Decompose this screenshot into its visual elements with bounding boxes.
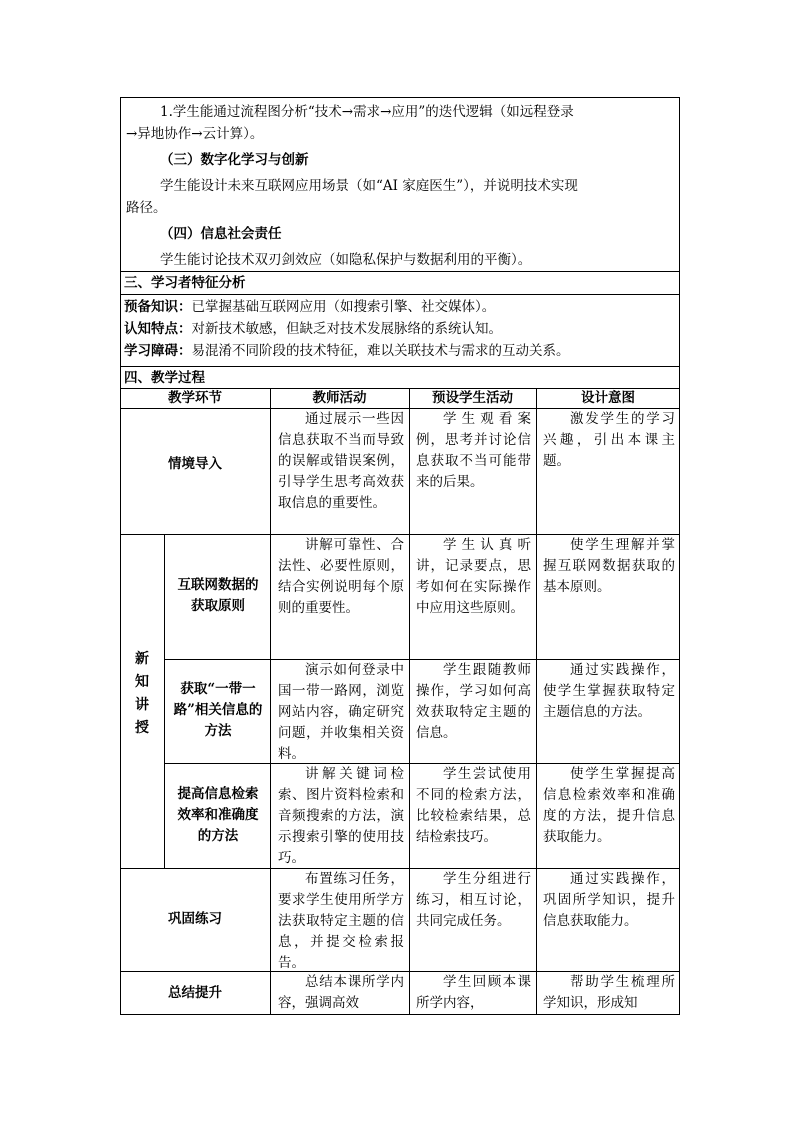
objective-item-1-line-1: 1.学生能通过流程图分析“技术→需求→应用”的迭代逻辑（如远程登录 [160,104,574,120]
obstacles-label: 学习障碍： [124,343,192,359]
stage-summary: 总结提升 [168,985,222,1001]
stage-situation-intro: 情境导入 [168,456,222,472]
document-page [120,97,680,1015]
column-line [409,388,410,1015]
learner-cognitive-traits [124,318,502,340]
section-heading-process: 四、教学过程 [124,370,205,386]
teacher-activity-3: 演示如何登录中国一带一路网，浏览网站内容，确定研究问题，并收集相关资料。 [278,662,404,762]
student-activity-4: 学生尝试使用不同的检索方法，比较检索结果，总结检索技巧。 [416,766,531,845]
group-label-new-knowledge: 新 知 讲 授 [135,651,149,736]
design-intent-5: 通过实践操作，巩固所学知识，提升信息获取能力。 [543,871,675,929]
student-activity-2: 学生认真听讲，记录要点，思考如何在实际操作中应用这些原则。 [416,537,531,616]
obstacles-text: 易混淆不同阶段的技术特征，难以关联技术与需求的互动关系。 [191,343,570,359]
objective-digital-learning-line-1: 学生能设计未来互联网应用场景（如“AI 家庭医生”），并说明技术实现 [160,178,578,194]
header-teacher: 教师活动 [312,390,367,406]
column-line [164,534,165,869]
section-heading-learner: 三、学习者特征分析 [124,275,246,291]
design-intent-6: 帮助学生梳理所学知识，形成知 [543,974,675,1011]
header-stage: 教学环节 [168,390,222,406]
design-intent-3: 通过实践操作，使学生掌握获取特定主题信息的方法。 [543,662,675,720]
teacher-activity-4: 讲解关键词检索、图片资料检索和音频搜索的方法，演示搜索引擎的使用技巧。 [278,766,404,866]
header-intent: 设计意图 [581,390,635,406]
cognitive-traits-label: 认知特点： [124,321,192,337]
objective-social-responsibility: 学生能讨论技术双刃剑效应（如隐私保护与数据利用的平衡）。 [160,252,532,268]
stage-belt-road-info: 获取“一带一路”相关信息的方法 [173,681,263,739]
student-activity-1: 学生观看案例，思考并讨论信息获取不当可能带来的后果。 [416,411,531,490]
prior-knowledge-text: 已掌握基础互联网应用（如搜索引擎、社交媒体）。 [191,299,496,315]
section-heading-social-responsibility: （四）信息社会责任 [160,226,282,242]
cognitive-traits-text: 对新技术敏感，但缺乏对技术发展脉络的系统认知。 [191,321,502,337]
design-intent-1: 激发学生的学习兴趣，引出本课主题。 [543,411,675,469]
teacher-activity-6: 总结本课所学内容，强调高效 [278,974,404,1011]
objective-digital-learning-line-2: 路径。 [126,200,167,216]
section-heading-digital-learning: （三）数字化学习与创新 [160,152,309,168]
header-student: 预设学生活动 [432,390,513,406]
design-intent-2: 使学生理解并掌握互联网数据获取的基本原则。 [543,537,675,595]
column-line [270,388,271,1015]
student-activity-6: 学生回顾本课所学内容， [416,974,531,1011]
learner-prior-knowledge [124,296,495,318]
design-intent-4: 使学生掌握提高信息检索效率和准确度的方法，提升信息获取能力。 [543,766,675,845]
column-line [536,388,537,1015]
divider [120,294,680,295]
prior-knowledge-label: 预备知识： [124,299,192,315]
objective-item-1-line-2: →异地协作→云计算）。 [126,126,264,142]
stage-data-principles: 互联网数据的获取原则 [177,577,259,614]
teacher-activity-2: 讲解可靠性、合法性、必要性原则，结合实例说明每个原则的重要性。 [278,537,404,616]
learner-obstacles [124,340,570,362]
stage-practice: 巩固练习 [168,911,222,927]
student-activity-5: 学生分组进行练习，相互讨论，共同完成任务。 [416,871,531,929]
stage-retrieval-efficiency: 提高信息检索效率和准确度的方法 [177,786,259,844]
teacher-activity-1: 通过展示一些因信息获取不当而导致的误解或错误案例，引导学生思考高效获取信息的重要性。 [278,411,404,511]
teacher-activity-5: 布置练习任务，要求学生使用所学方法获取特定主题的信息，并提交检索报告。 [278,871,404,971]
student-activity-3: 学生跟随教师操作，学习如何高效获取特定主题的信息。 [416,662,531,741]
